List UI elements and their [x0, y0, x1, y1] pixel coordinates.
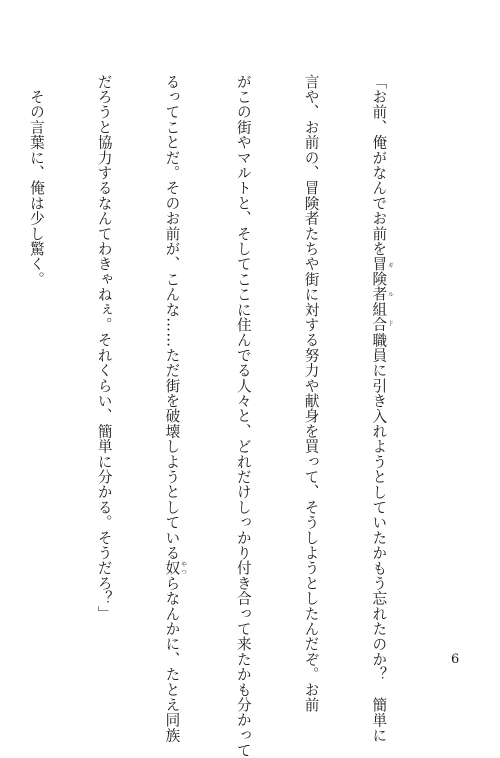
paragraph: だろうと協力するなんてわきゃねぇ。それくらい、簡単に分かる。そうだろ？」	[95, 74, 113, 622]
paragraph: その言葉に、俺は少し驚く。	[27, 74, 45, 287]
furigana-ruby: 冒険者組合 ギルド	[370, 256, 394, 333]
paragraph: 言や、お前の、冒険者たちや街に対する努力や献身を買って、そうしようとしたんだぞ。お前	[302, 74, 320, 713]
furigana-reading: ギルド	[386, 256, 394, 333]
furigana-ruby: 奴 やつ	[163, 560, 187, 576]
vertical-text-body	[0, 74, 438, 758]
paragraph: るってことだ。そのお前が、こんな……ただ街を破壊しようとしている奴 やつらなんかに、たとえ同族	[163, 74, 187, 743]
paragraph: がこの街やマルトと、そしてここに住んでる人々と、どれだけしっかり付き合って来たかも分かって	[234, 74, 252, 758]
furigana-reading: やつ	[179, 560, 187, 576]
page-number: 6	[451, 652, 460, 667]
paragraph: 「お前、俺がなんでお前を冒険者組合 ギルド職員に引き入れようとしていたかもう忘れたのか？ 簡単に	[370, 74, 394, 743]
